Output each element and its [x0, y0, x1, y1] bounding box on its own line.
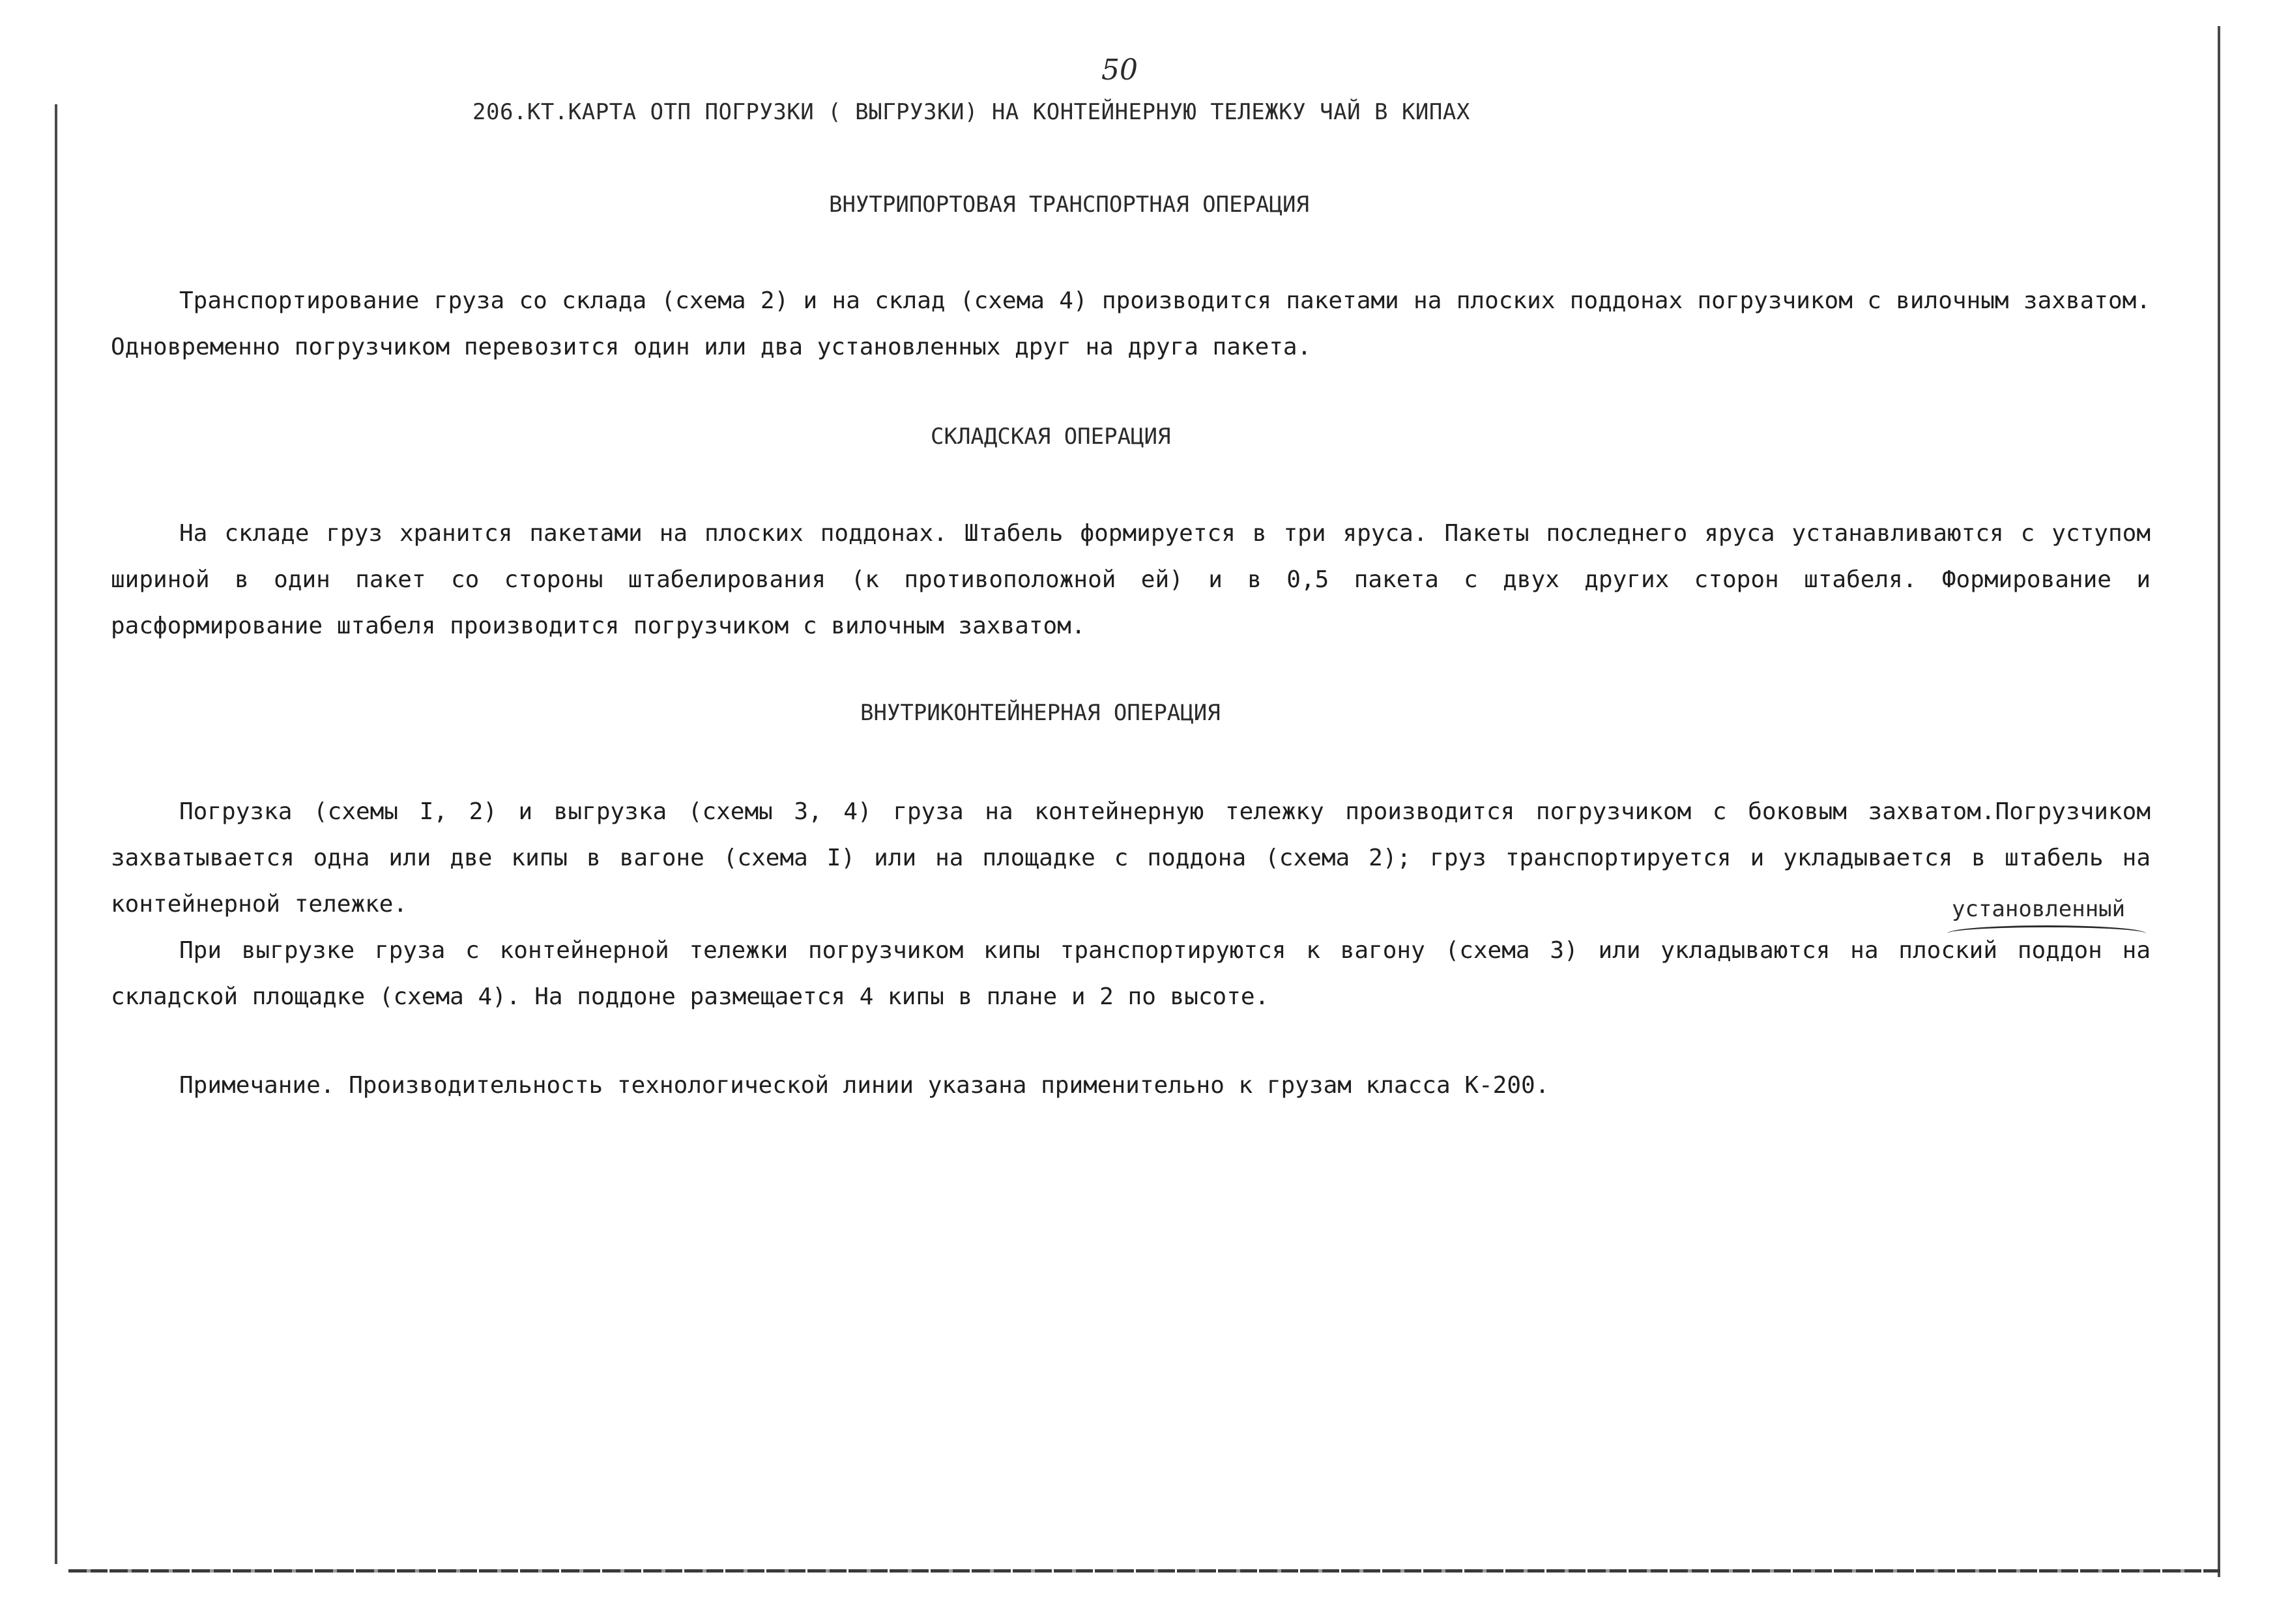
document-title: 206.КТ.КАРТА ОТП ПОГРУЗКИ ( ВЫГРУЗКИ) НА КОНТЕЙНЕРНУЮ ТЕЛЕЖКУ ЧАЙ В КИПАХ [472, 99, 1470, 125]
section-heading-transport: ВНУТРИПОРТОВАЯ ТРАНСПОРТНАЯ ОПЕРАЦИЯ [829, 192, 1309, 218]
note-block [111, 1062, 2151, 1109]
page-frame-left-border [55, 104, 57, 1564]
section-body-transport [111, 278, 2151, 370]
section-body-warehouse [111, 510, 2151, 649]
paragraph: При выгрузке груза с контейнерной тележки погрузчиком кипы транспортируются к вагону (схема 3) или укладываются на плоский поддон на складской площадке (схема 4). На поддоне размещается 4 кипы в плане и 2 по высоте. [111, 937, 2151, 1010]
section-heading-warehouse: СКЛАДСКАЯ ОПЕРАЦИЯ [931, 424, 1171, 450]
section-body-container [111, 789, 2151, 1020]
note-text: Примечание. Производительность технологической линии указана применительно к грузам класса К-200. [179, 1072, 1550, 1099]
handwritten-margin-note: установленный [1952, 896, 2126, 922]
margin-note-brace [1947, 925, 2146, 942]
paragraph: Погрузка (схемы I, 2) и выгрузка (схемы 3, 4) груза на контейнерную тележку производится погрузчиком с боковым захватом.Погрузчиком захватывается одна или две кипы в вагоне (схема I) или на площадке с поддона (схема 2); груз транспортируется и укладывается в штабель на контейнерной тележке. [111, 798, 2151, 918]
page-frame-right-border [2218, 26, 2220, 1577]
paragraph: Транспортирование груза со склада (схема 2) и на склад (схема 4) производится пакетами на плоских поддонах погрузчиком с вилочным захватом. Одновременно погрузчиком перевозится один или два установленных друг на друга пакета. [111, 287, 2151, 360]
page-number: 50 [1101, 53, 1138, 87]
section-heading-container: ВНУТРИКОНТЕЙНЕРНАЯ ОПЕРАЦИЯ [860, 700, 1221, 726]
paragraph: На складе груз хранится пакетами на плоских поддонах. Штабель формируется в три яруса. Пакеты последнего яруса устанавливаются с уступом шириной в один пакет со стороны штабелирования (к противоположной ей) и в 0,5 пакета с двух других сторон штабеля. Формирование и расформирование штабеля производится погрузчиком с вилочным захватом. [111, 520, 2151, 639]
page-frame-bottom-border [68, 1569, 2220, 1573]
